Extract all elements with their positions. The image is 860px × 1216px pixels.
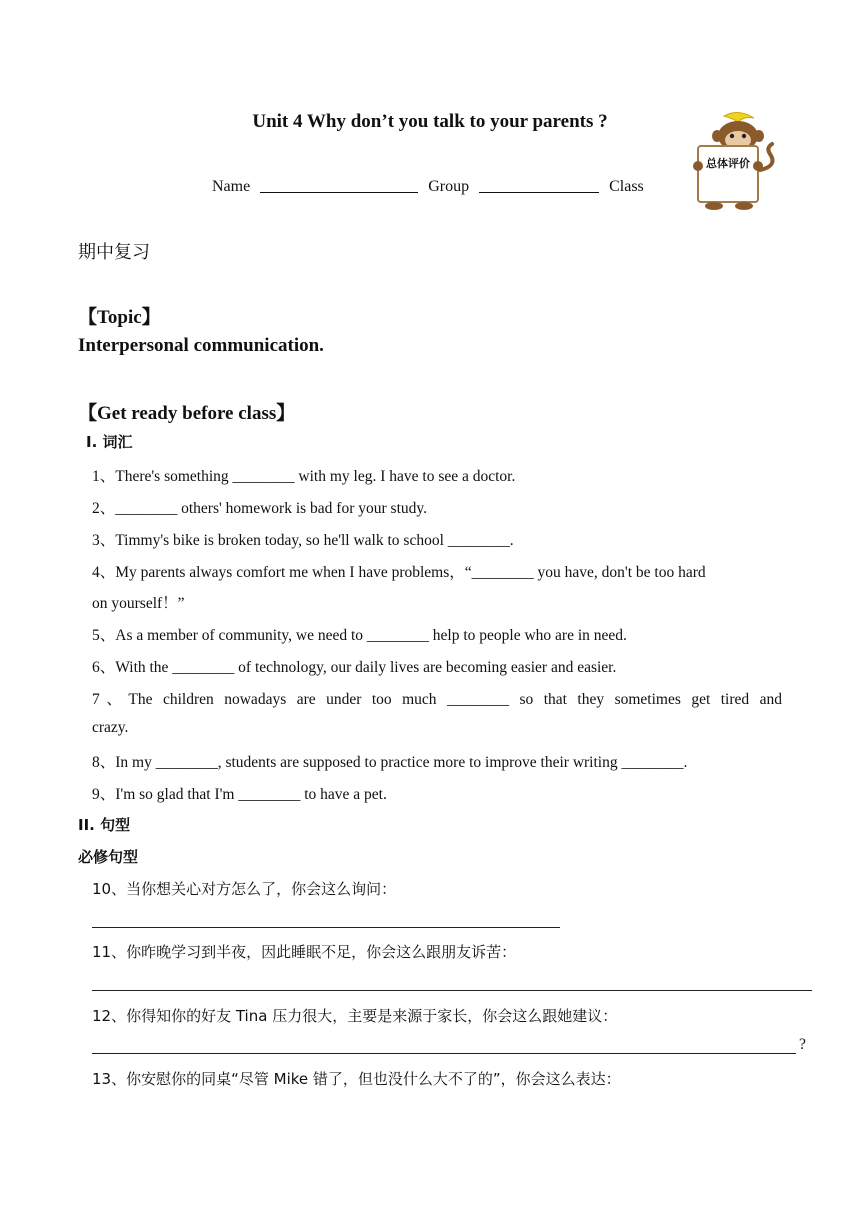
name-label: Name — [212, 178, 251, 195]
page-title: Unit 4 Why don’t you talk to your parents ? — [252, 111, 608, 132]
answer-line-11[interactable] — [92, 990, 812, 991]
question-7-line-2: crazy. — [92, 719, 129, 736]
question-5: 5、As a member of community, we need to ________ help to people who are in need. — [92, 627, 627, 644]
answer-line-10[interactable] — [92, 927, 560, 928]
name-group-class-line — [212, 178, 644, 196]
question-13: 13、你安慰你的同桌“尽管 Mike 错了，但也没什么大不了的”，你会这么表达： — [92, 1070, 621, 1088]
topic-text: Interpersonal communication. — [78, 335, 324, 356]
class-label: Class — [609, 178, 644, 195]
question-3: 3、Timmy's bike is broken today, so he'll walk to school ________. — [92, 532, 514, 549]
required-heading: 必修句型 — [78, 848, 139, 866]
vocab-heading: I. 词汇 — [86, 433, 133, 451]
badge-text: 总体评价 — [706, 157, 750, 170]
question-8: 8、In my ________, students are supposed to practice more to improve their writing ________. — [92, 754, 688, 771]
group-label: Group — [428, 178, 470, 195]
question-10: 10、当你想关心对方怎么了，你会这么询问： — [92, 880, 397, 898]
question-2: 2、________ others' homework is bad for your study. — [92, 500, 427, 517]
sentence-heading: II. 句型 — [78, 816, 131, 834]
question-4-line-2: on yourself！” — [92, 595, 185, 612]
monkey-badge-icon — [686, 110, 778, 212]
review-heading: 期中复习 — [78, 242, 150, 263]
question-12-mark: ? — [799, 1036, 806, 1053]
question-6: 6、With the ________ of technology, our daily lives are becoming easier and easier. — [92, 659, 617, 676]
answer-line-12[interactable] — [92, 1053, 796, 1054]
name-blank[interactable] — [260, 178, 418, 193]
get-ready-heading: 【Get ready before class】 — [78, 403, 296, 424]
question-9: 9、I'm so glad that I'm ________ to have a pet. — [92, 786, 387, 803]
group-blank[interactable] — [479, 178, 599, 193]
question-12: 12、你得知你的好友 Tina 压力很大，主要是来源于家长，你会这么跟她建议： — [92, 1007, 618, 1025]
topic-heading: 【Topic】 — [78, 307, 161, 328]
question-1: 1、There's something ________ with my leg. I have to see a doctor. — [92, 468, 516, 485]
question-11: 11、你昨晚学习到半夜，因此睡眠不足，你会这么跟朋友诉苦： — [92, 943, 517, 961]
question-4-line-1: 4、My parents always comfort me when I have problems，“________ you have, don't be too hard — [92, 564, 706, 581]
question-7-line-1: 7、The children nowadays are under too much ________ so that they sometimes get tired and — [92, 691, 782, 708]
